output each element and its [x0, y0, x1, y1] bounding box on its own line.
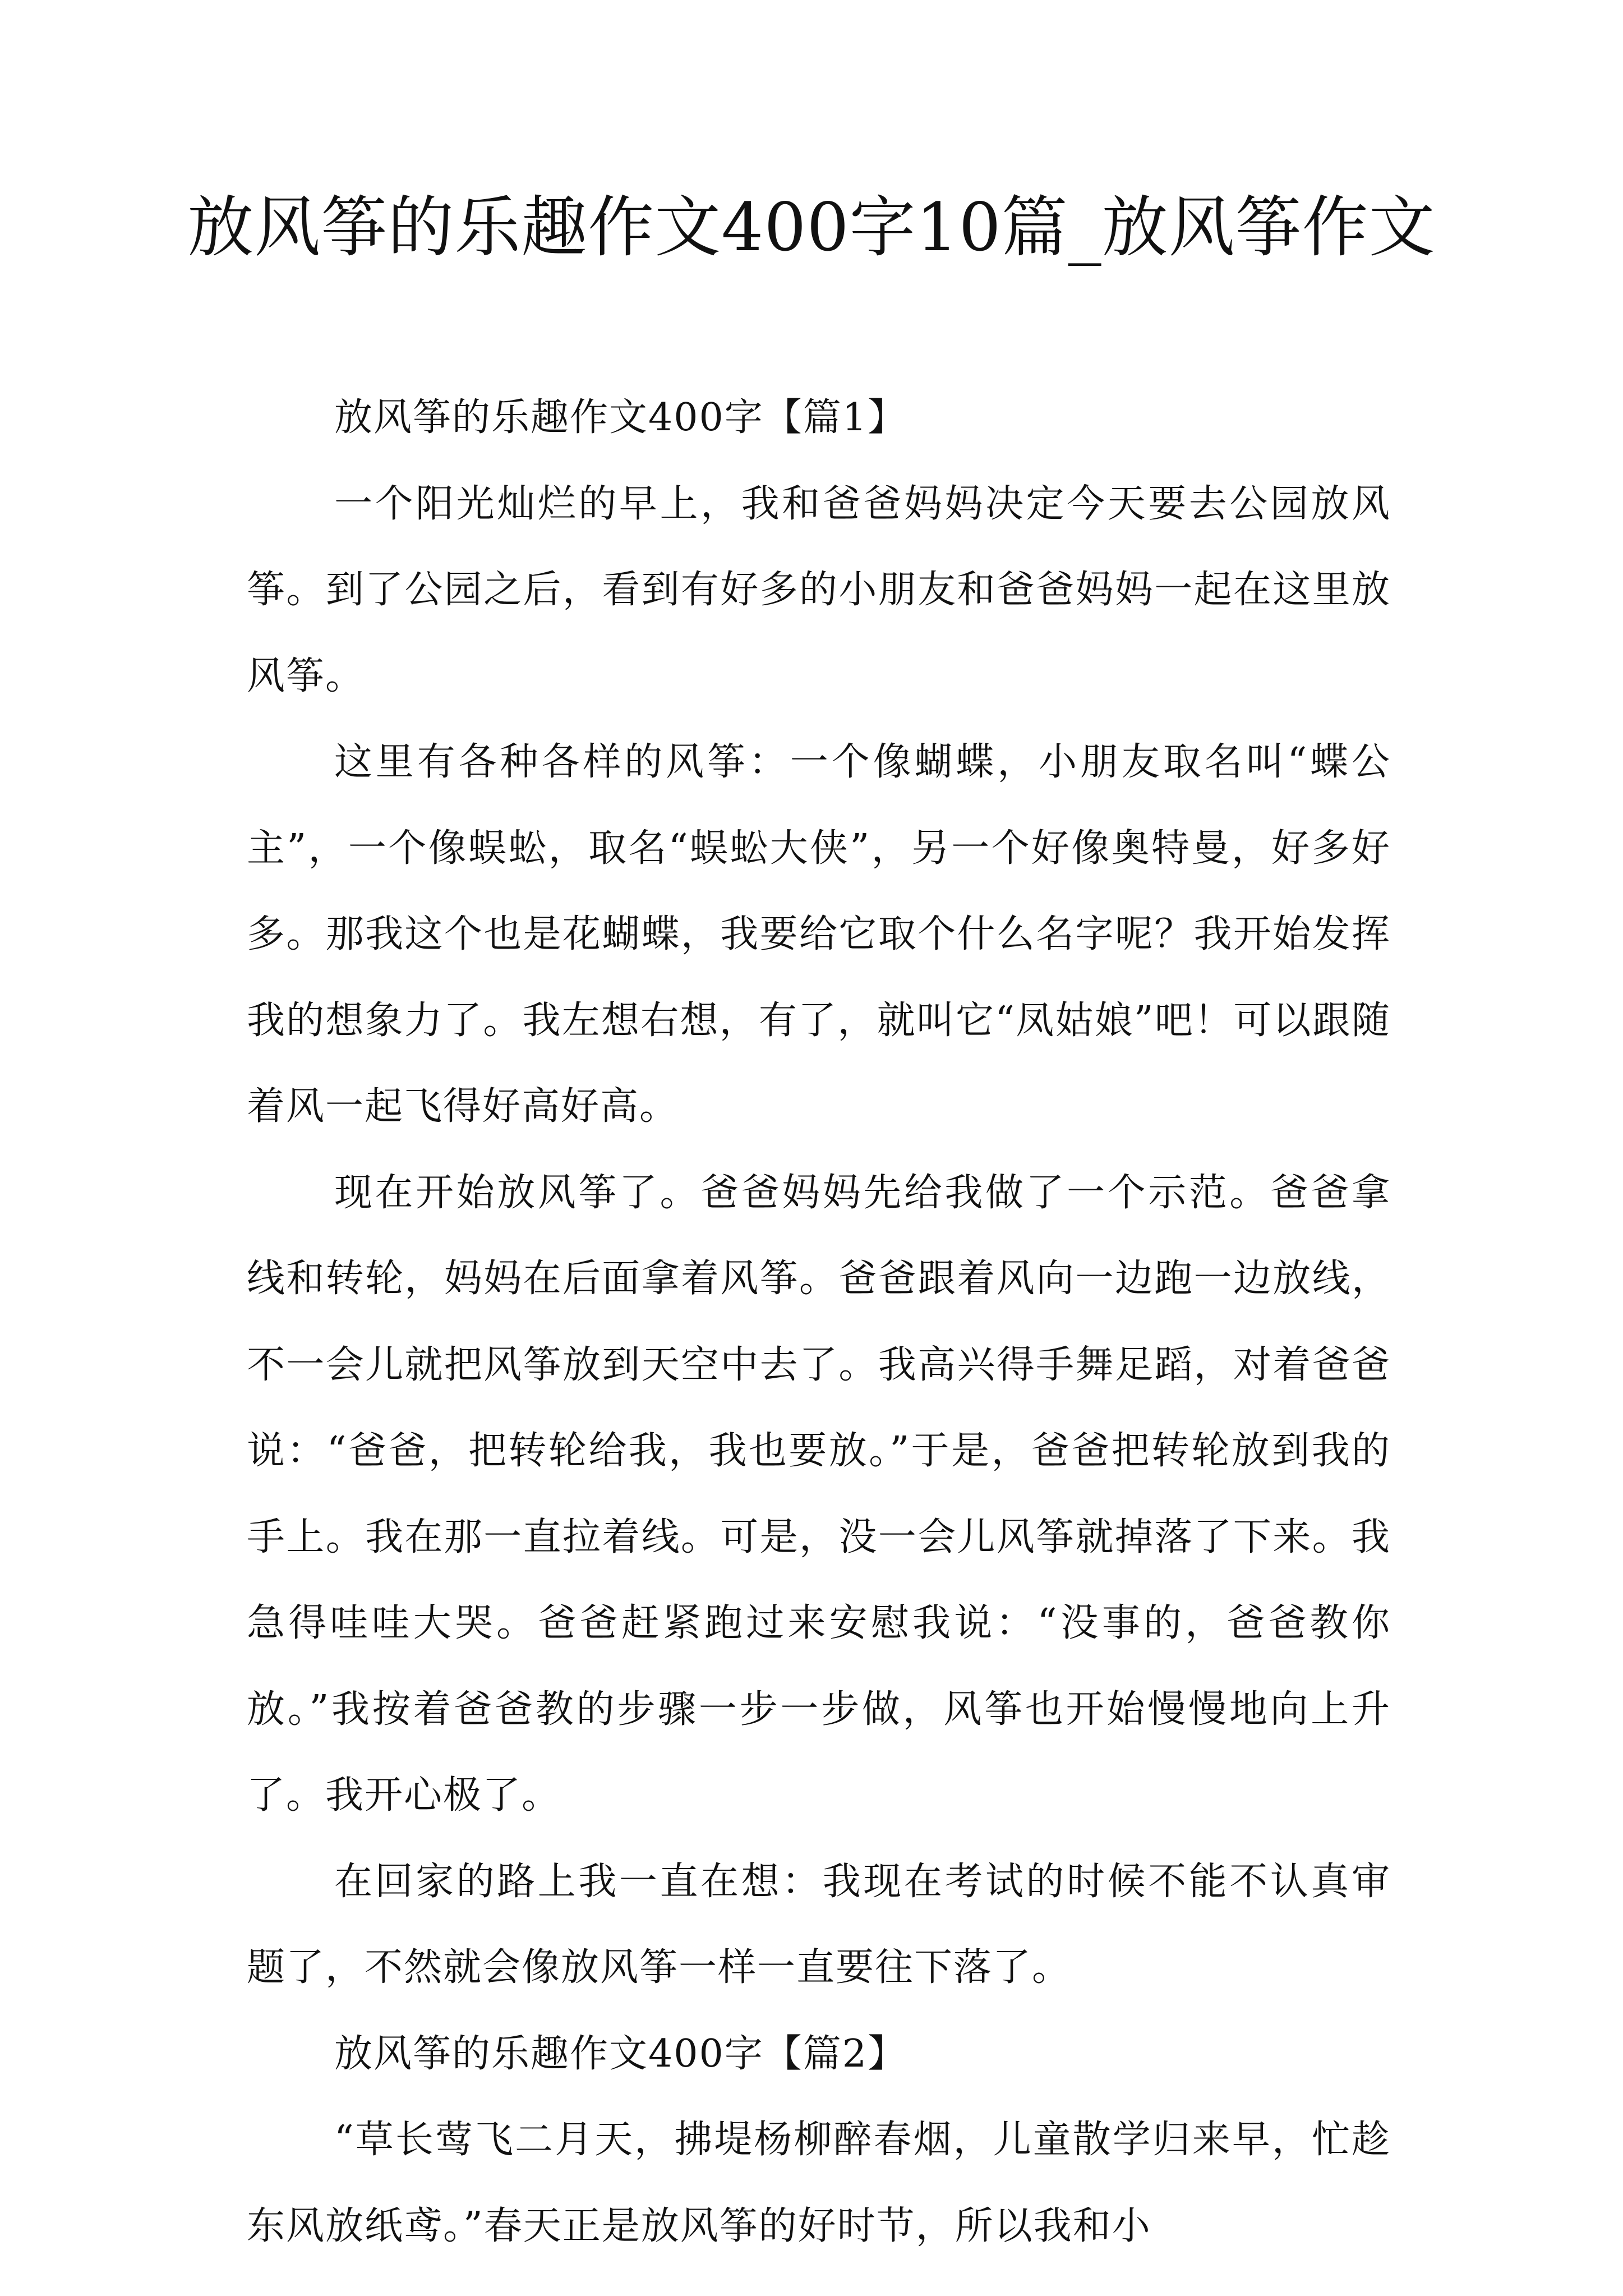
section-heading-1: 放风筝的乐趣作文400字【篇1】 [334, 395, 907, 440]
document-body [247, 375, 1391, 2269]
paragraph: 一个阳光灿烂的早上，我和爸爸妈妈决定今天要去公园放风筝。到了公园之后，看到有好多的小朋友和爸爸妈妈一起在这里放风筝。 [247, 481, 1391, 698]
paragraph: 在回家的路上我一直在想：我现在考试的时候不能不认真审题了，不然就会像放风筝一样一直要往下落了。 [247, 1859, 1391, 1990]
paragraph: “草长莺飞二月天，拂堤杨柳醉春烟，儿童散学归来早，忙趁东风放纸鸢。”春天正是放风筝的好时节，所以我和小 [247, 2118, 1391, 2248]
section-heading-2: 放风筝的乐趣作文400字【篇2】 [334, 2031, 907, 2076]
paragraph: 这里有各种各样的风筝：一个像蝴蝶，小朋友取名叫“蝶公主”，一个像蜈蚣，取名“蜈蚣大侠”，另一个好像奥特曼，好多好多。那我这个也是花蝴蝶，我要给它取个什么名字呢？我开始发挥我的想象力了。我左想右想，有了，就叫它“凤姑娘”吧！可以跟随着风一起飞得好高好高。 [247, 740, 1391, 1129]
paragraph: 现在开始放风筝了。爸爸妈妈先给我做了一个示范。爸爸拿线和转轮，妈妈在后面拿着风筝。爸爸跟着风向一边跑一边放线，不一会儿就把风筝放到天空中去了。我高兴得手舞足蹈，对着爸爸说：“爸爸，把转轮给我，我也要放。”于是，爸爸把转轮放到我的手上。我在那一直拉着线。可是，没一会儿风筝就掉落了下来。我急得哇哇大哭。爸爸赶紧跑过来安慰我说：“没事的，爸爸教你放。”我按着爸爸教的步骤一步一步做，风筝也开始慢慢地向上升了。我开心极了。 [247, 1170, 1391, 1818]
document-title: 放风筝的乐趣作文400字10篇_放风筝作文 [187, 188, 1436, 266]
